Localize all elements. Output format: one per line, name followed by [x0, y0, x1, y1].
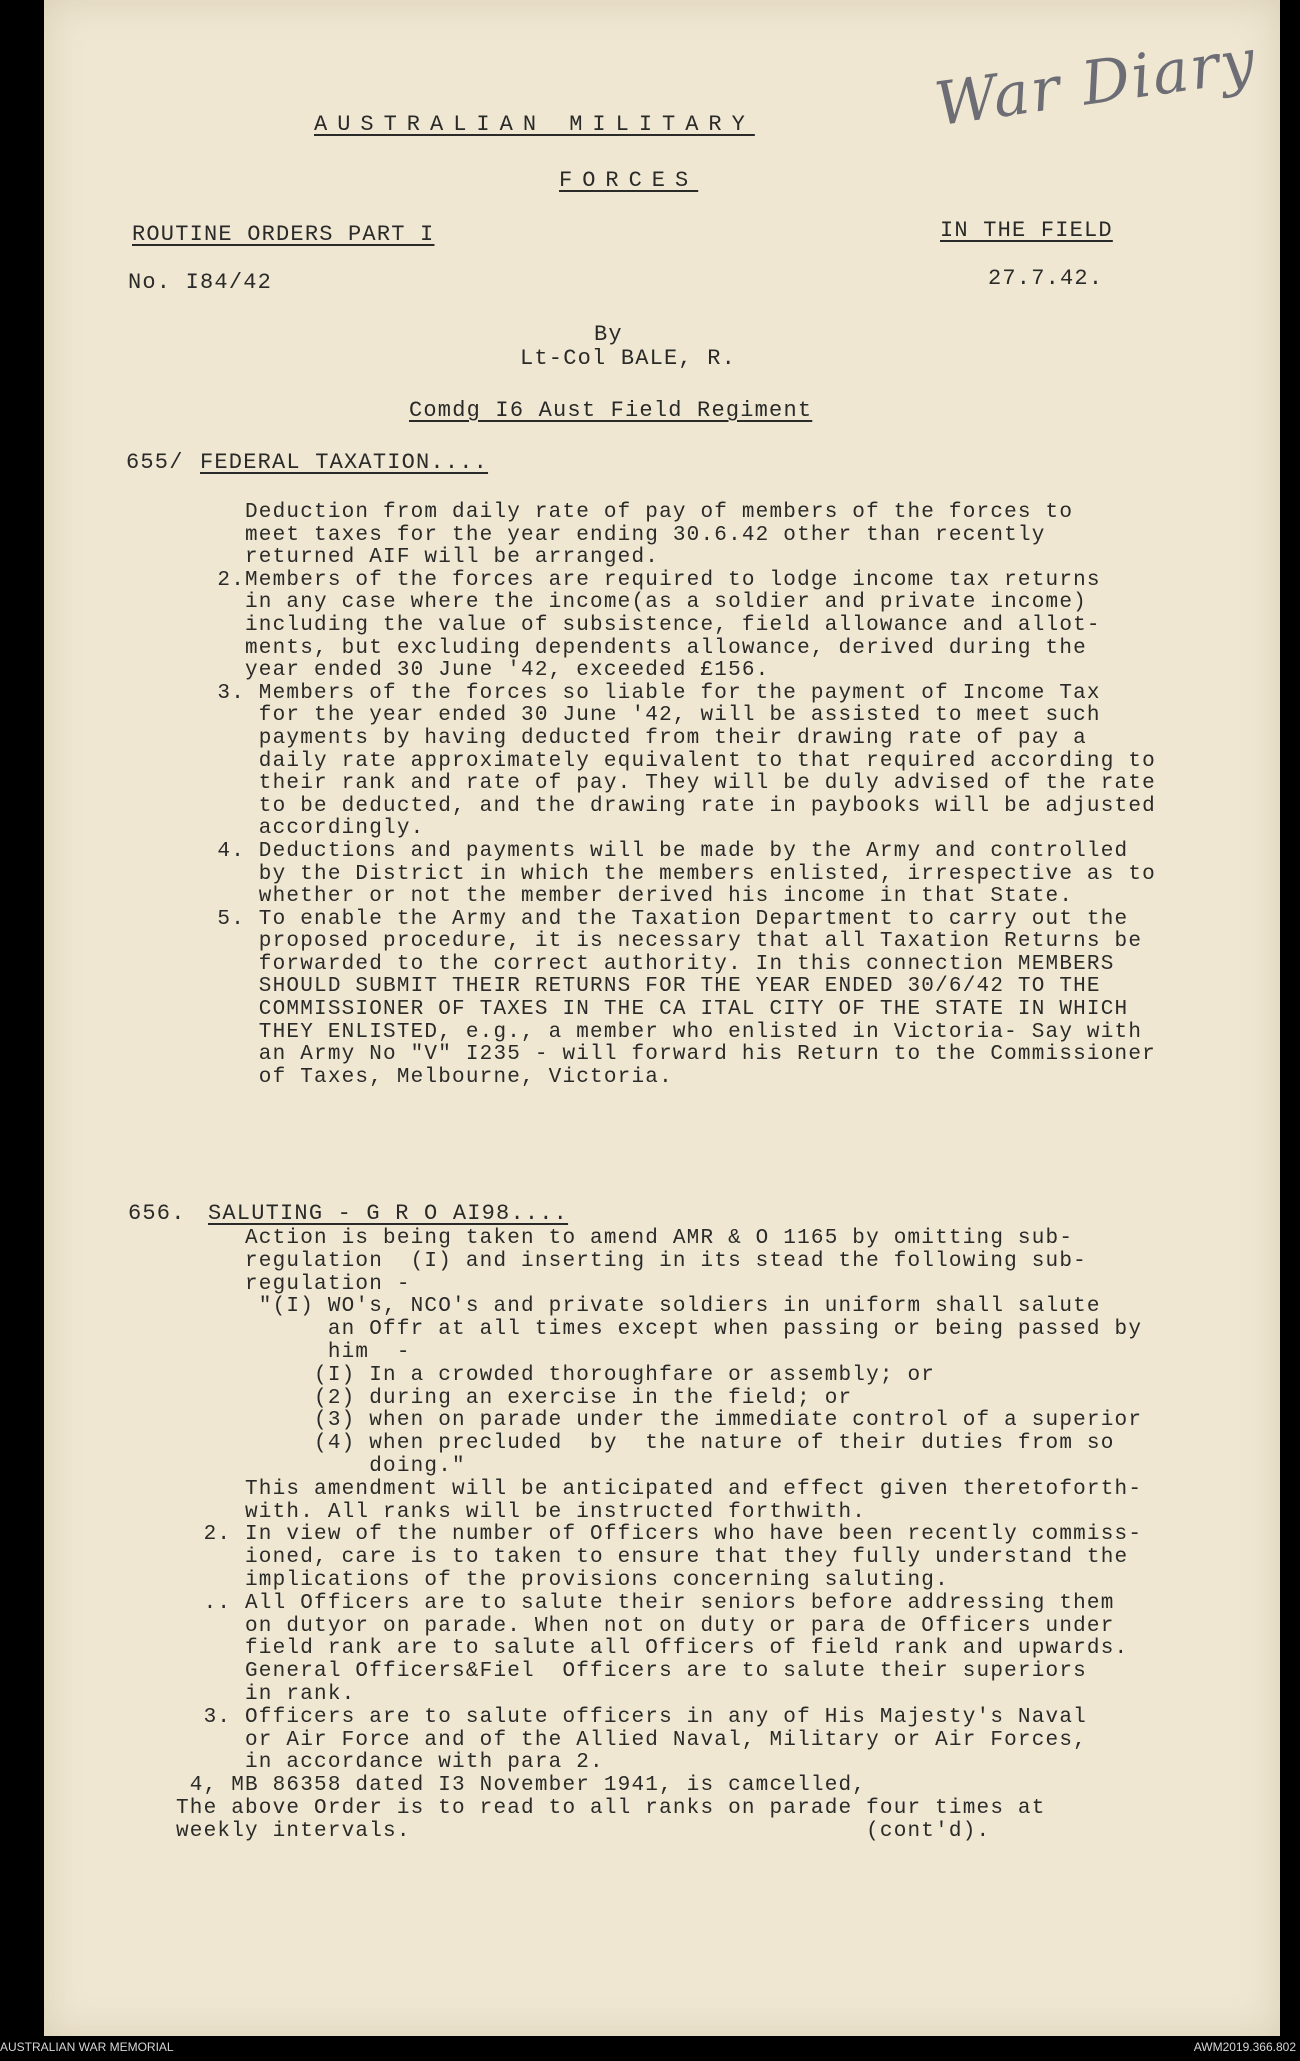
- archive-credit: AUSTRALIAN WAR MEMORIAL: [0, 2040, 174, 2054]
- text-line: doing.": [176, 1454, 466, 1478]
- text-line: 2.Members of the forces are required to lodge income tax returns: [176, 568, 1101, 592]
- text-line: 4, MB 86358 dated I3 November 1941, is camcelled,: [176, 1774, 867, 1798]
- text-line: regulation (I) and inserting in its stead the following sub-: [176, 1249, 1087, 1273]
- author-name: Lt-Col BALE, R.: [520, 346, 737, 371]
- text-line: an Offr at all times except when passing or being passed by: [176, 1318, 1143, 1342]
- text-line: accordingly.: [176, 817, 425, 841]
- text-line: regulation -: [176, 1272, 411, 1296]
- text-line: by the District in which the members enlisted, irrespective as to: [176, 862, 1156, 886]
- text-line: This amendment will be anticipated and effect given theretoforth-: [176, 1477, 1143, 1501]
- title-line-1: AUSTRALIAN MILITARY: [314, 112, 755, 137]
- item-655-heading: FEDERAL TAXATION....: [200, 450, 489, 475]
- text-line: .. All Officers are to salute their seniors before addressing them: [176, 1591, 1115, 1615]
- text-line: meet taxes for the year ending 30.6.42 other than recently: [176, 523, 1046, 547]
- text-line: to be deducted, and the drawing rate in paybooks will be adjusted: [176, 794, 1156, 818]
- text-line: 3. Officers are to salute officers in any of His Majesty's Naval: [176, 1705, 1087, 1729]
- text-line: of Taxes, Melbourne, Victoria.: [176, 1065, 673, 1089]
- text-line: returned AIF will be arranged.: [176, 546, 660, 570]
- text-line: weekly intervals. (cont'd).: [176, 1819, 991, 1843]
- text-line: in any case where the income(as a soldier and private income): [176, 591, 1087, 615]
- text-line: on dutyor on parade. When not on duty or para de Officers under: [176, 1614, 1115, 1638]
- text-line: him -: [176, 1340, 411, 1364]
- text-line: THEY ENLISTED, e.g., a member who enlisted in Victoria- Say with: [176, 1020, 1143, 1044]
- text-line: (4) when precluded by the nature of their duties from so: [176, 1432, 1115, 1456]
- text-line: daily rate approximately equivalent to that required according to: [176, 749, 1156, 773]
- item-656-number: 656.: [128, 1201, 186, 1226]
- text-line: forwarded to the correct authority. In this connection MEMBERS: [176, 952, 1115, 976]
- text-line: in accordance with para 2.: [176, 1751, 604, 1775]
- item-656-body: [176, 1228, 1142, 1844]
- title-line-2: FORCES: [559, 168, 699, 193]
- text-line: 5. To enable the Army and the Taxation Department to carry out the: [176, 907, 1129, 931]
- text-line: an Army No "V" I235 - will forward his Return to the Commissioner: [176, 1043, 1156, 1067]
- text-line: The above Order is to read to all ranks on parade four times at: [176, 1796, 1046, 1820]
- text-line: implications of the provisions concerning saluting.: [176, 1568, 949, 1592]
- text-line: with. All ranks will be instructed forthwith.: [176, 1500, 867, 1524]
- text-line: ioned, care is to taken to ensure that they fully understand the: [176, 1546, 1129, 1570]
- text-line: SHOULD SUBMIT THEIR RETURNS FOR THE YEAR ENDED 30/6/42 TO THE: [176, 975, 1101, 999]
- location-heading: IN THE FIELD: [940, 218, 1113, 243]
- text-line: Action is being taken to amend AMR & O 1165 by omitting sub-: [176, 1227, 1074, 1250]
- text-line: including the value of subsistence, field allowance and allot-: [176, 613, 1101, 637]
- text-line: ments, but excluding dependents allowance, derived during the: [176, 636, 1087, 660]
- text-line: payments by having deducted from their drawing rate of pay a: [176, 726, 1087, 750]
- item-655-body: [176, 502, 1156, 1089]
- text-line: "(I) WO's, NCO's and private soldiers in uniform shall salute: [176, 1295, 1101, 1319]
- text-line: year ended 30 June '42, exceeded £156.: [176, 659, 770, 683]
- order-number: No. I84/42: [128, 270, 273, 295]
- by-label: By: [594, 322, 623, 347]
- unit-name: Comdg I6 Aust Field Regiment: [409, 398, 813, 423]
- orders-heading: ROUTINE ORDERS PART I: [132, 222, 435, 247]
- text-line: proposed procedure, it is necessary that all Taxation Returns be: [176, 930, 1143, 954]
- text-line: whether or not the member derived his income in that State.: [176, 885, 1074, 909]
- text-line: or Air Force and of the Allied Naval, Military or Air Forces,: [176, 1728, 1087, 1752]
- text-line: General Officers&Fiel Officers are to salute their superiors: [176, 1660, 1087, 1684]
- handwritten-annotation: War Diary: [930, 25, 1261, 141]
- text-line: 2. In view of the number of Officers who have been recently commiss-: [176, 1523, 1143, 1547]
- text-line: field rank are to salute all Officers of field rank and upwards.: [176, 1637, 1129, 1661]
- text-line: (3) when on parade under the immediate control of a superior: [176, 1409, 1143, 1433]
- text-line: COMMISSIONER OF TAXES IN THE CA ITAL CITY OF THE STATE IN WHICH: [176, 998, 1129, 1022]
- text-line: in rank.: [176, 1682, 356, 1706]
- item-655-number: 655/: [126, 450, 184, 475]
- text-line: (I) In a crowded thoroughfare or assembly; or: [176, 1363, 936, 1387]
- text-line: 3. Members of the forces so liable for the payment of Income Tax: [176, 681, 1101, 705]
- text-line: their rank and rate of pay. They will be duly advised of the rate: [176, 772, 1156, 796]
- text-line: Deduction from daily rate of pay of members of the forces to: [176, 501, 1074, 524]
- item-656-heading: SALUTING - G R O AI98....: [208, 1201, 569, 1226]
- order-date: 27.7.42.: [988, 266, 1104, 291]
- text-line: 4. Deductions and payments will be made by the Army and controlled: [176, 839, 1129, 863]
- document-page: [44, 0, 1280, 2036]
- text-line: for the year ended 30 June '42, will be assisted to meet such: [176, 704, 1101, 728]
- text-line: (2) during an exercise in the field; or: [176, 1386, 853, 1410]
- archive-reference: AWM2019.366.802: [1193, 2040, 1296, 2054]
